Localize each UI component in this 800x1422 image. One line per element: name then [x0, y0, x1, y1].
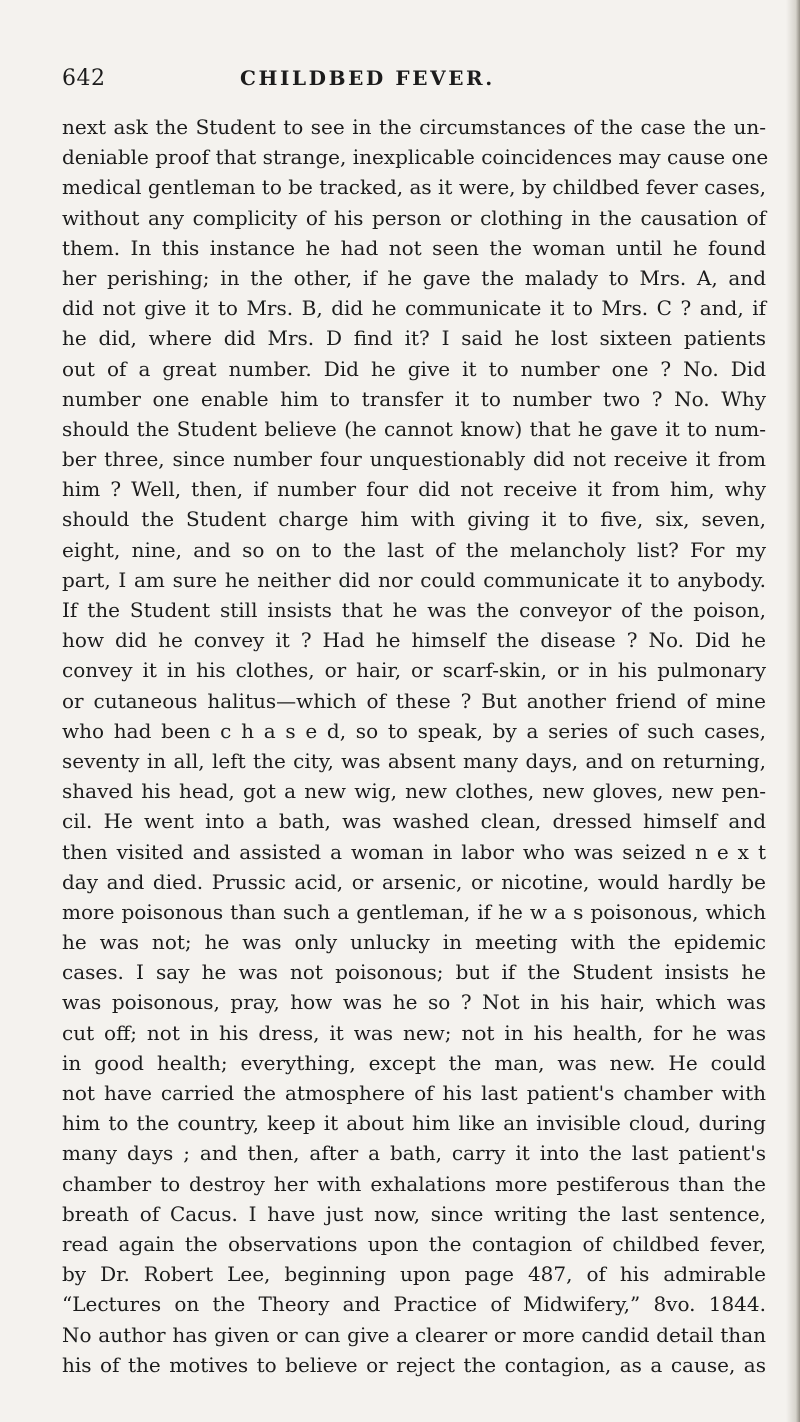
text-line: not have carried the atmosphere of his last patient's chamber with — [62, 1081, 766, 1105]
text-line: should the Student believe (he cannot know) that he gave it to num- — [62, 416, 766, 441]
text-line: deniable proof that strange, inexplicable coincidences may cause one — [62, 145, 769, 170]
text-line: breath of Cacus. I have just now, since writing the last sentence, — [62, 1201, 766, 1226]
text-line: in good health; everything, except the man, was new. He could — [62, 1050, 766, 1075]
text-line: No author has given or can give a clearer or more candid detail than — [62, 1322, 766, 1347]
text-line: he did, where did Mrs. D find it? I said he lost sixteen patients — [62, 326, 766, 351]
text-line: read again the observations upon the contagion of childbed fever, — [62, 1231, 766, 1256]
text-line: without any complicity of his person or clothing in the causation of — [62, 205, 766, 230]
page-edge-shadow — [786, 0, 800, 1422]
text-line: his of the motives to believe or reject the contagion, as a cause, as — [62, 1352, 766, 1377]
text-line: chamber to destroy her with exhalations more pestiferous than the — [62, 1171, 766, 1196]
text-line: her perishing; in the other, if he gave the malady to Mrs. A, and — [62, 265, 766, 290]
text-line: day and died. Prussic acid, or arsenic, or nicotine, would hardly be — [62, 869, 766, 894]
text-line: next ask the Student to see in the circumstances of the case the un- — [62, 115, 766, 139]
page-number: 642 — [62, 66, 106, 91]
text-line: or cutaneous halitus—which of these ? But another friend of mine — [62, 688, 766, 713]
text-line: part, I am sure he neither did nor could communicate it to anybody. — [62, 567, 766, 592]
text-line: was poisonous, pray, how was he so ? Not in his hair, which was — [62, 990, 766, 1015]
text-line: medical gentleman to be tracked, as it were, by childbed fever cases, — [62, 175, 766, 200]
text-line: then visited and assisted a woman in labor who was seized n e x t — [62, 839, 766, 864]
text-line: shaved his head, got a new wig, new clothes, new gloves, new pen- — [62, 779, 766, 804]
text-line: cases. I say he was not poisonous; but if the Student insists he — [62, 960, 766, 985]
text-line: cut off; not in his dress, it was new; not in his health, for he was — [62, 1020, 766, 1045]
text-line: him to the country, keep it about him like an invisible cloud, during — [62, 1111, 766, 1136]
text-line: ber three, since number four unquestionably did not receive it from — [62, 447, 766, 472]
text-line: out of a great number. Did he give it to number one ? No. Did — [62, 356, 766, 381]
text-line: many days ; and then, after a bath, carry it into the last patient's — [62, 1141, 766, 1166]
text-line: If the Student still insists that he was the conveyor of the poison, — [62, 598, 766, 622]
text-line: he was not; he was only unlucky in meeting with the epidemic — [62, 930, 766, 955]
text-line: did not give it to Mrs. B, did he communicate it to Mrs. C ? and, if — [62, 296, 766, 321]
text-line: more poisonous than such a gentleman, if he w a s poisonous, which — [62, 899, 766, 924]
text-line: by Dr. Robert Lee, beginning upon page 487, of his admirable — [62, 1262, 766, 1287]
running-title: CHILDBED FEVER. — [240, 66, 495, 90]
text-line: them. In this instance he had not seen the woman until he found — [62, 235, 766, 260]
running-head — [62, 66, 762, 96]
text-line: how did he convey it ? Had he himself the disease ? No. Did he — [62, 628, 766, 653]
text-line: him ? Well, then, if number four did not receive it from him, why — [62, 477, 766, 502]
text-line: should the Student charge him with giving it to five, six, seven, — [62, 507, 766, 532]
text-line: who had been c h a s e d, so to speak, by a series of such cases, — [62, 718, 766, 743]
text-line: “Lectures on the Theory and Practice of Midwifery,” 8vo. 1844. — [62, 1292, 766, 1317]
body-text — [62, 112, 769, 1380]
text-line: cil. He went into a bath, was washed clean, dressed himself and — [62, 809, 766, 834]
text-line: convey it in his clothes, or hair, or scarf-skin, or in his pulmonary — [62, 658, 766, 683]
text-line: eight, nine, and so on to the last of the melancholy list? For my — [62, 537, 766, 562]
text-line: seventy in all, left the city, was absent many days, and on returning, — [62, 748, 766, 773]
text-line: number one enable him to transfer it to number two ? No. Why — [62, 386, 766, 411]
